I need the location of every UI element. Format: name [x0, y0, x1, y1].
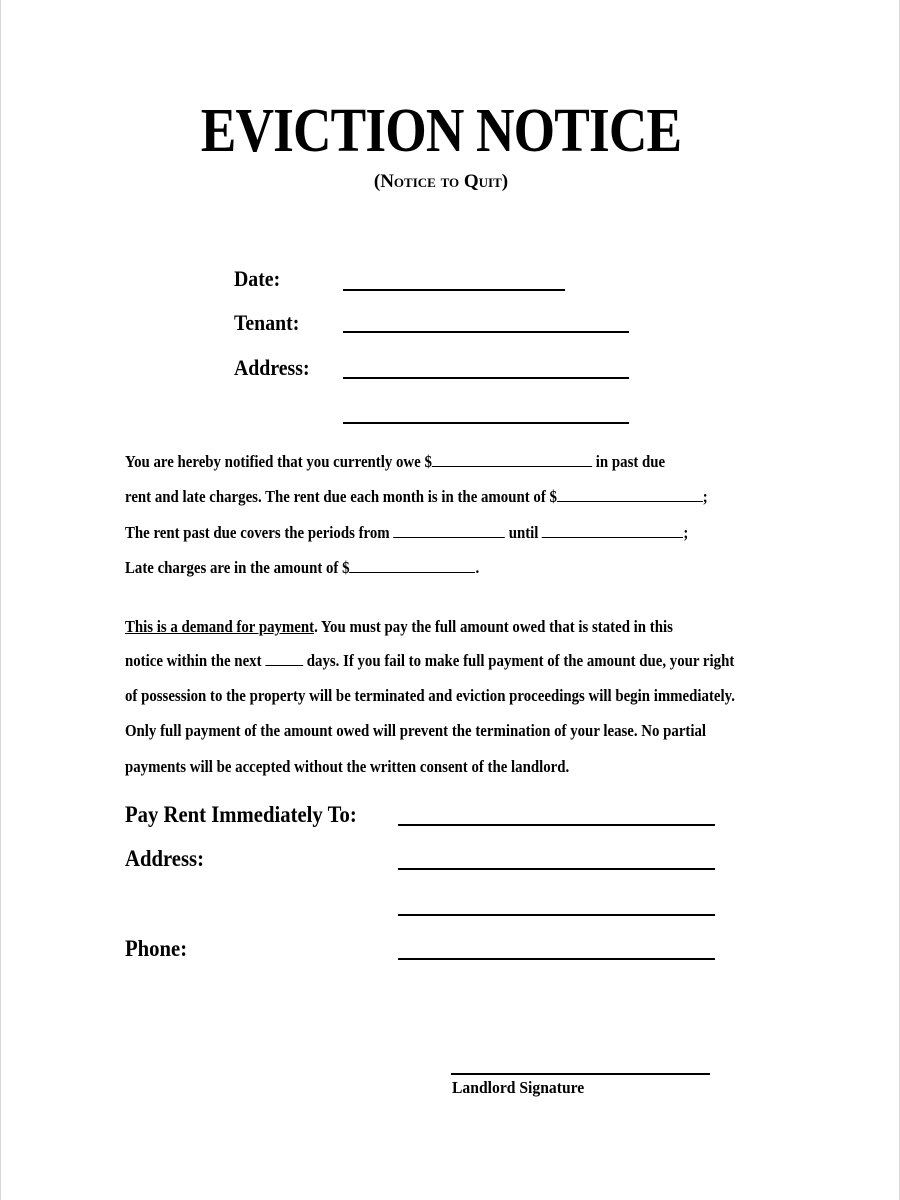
payment-address-label: Address:	[125, 846, 204, 871]
late-charges-period: .	[475, 558, 480, 577]
document-title: EVICTION NOTICE	[200, 97, 682, 165]
within-next-text: notice within the next	[125, 651, 262, 670]
tenant-blank-line[interactable]	[343, 331, 629, 333]
signature-blank-line[interactable]	[451, 1073, 710, 1075]
payment-address-blank-line-1[interactable]	[398, 868, 715, 870]
payment-address-blank-line-2[interactable]	[398, 914, 715, 916]
period-until-blank[interactable]	[542, 523, 683, 538]
possession-line: of possession to the property will be terminated and eviction proceedings will begin immediately.	[125, 686, 735, 705]
past-due-text: in past due	[595, 452, 666, 471]
consent-line: payments will be accepted without the written consent of the landlord.	[125, 757, 570, 776]
pay-rent-to-label: Pay Rent Immediately To:	[125, 802, 357, 827]
address-label: Address:	[234, 355, 310, 380]
address-blank-line-1[interactable]	[343, 377, 629, 379]
demand-line	[125, 617, 673, 637]
full-payment-line: Only full payment of the amount owed will prevent the termination of your lease. No partial	[125, 721, 707, 740]
days-line	[125, 651, 734, 671]
monthly-rent-blank[interactable]	[557, 487, 703, 502]
date-label: Date:	[234, 266, 281, 291]
late-charges-blank[interactable]	[350, 558, 476, 573]
period-from-blank[interactable]	[393, 523, 505, 538]
owed-amount-blank[interactable]	[432, 452, 592, 467]
period-from-text: The rent past due covers the periods from	[125, 523, 390, 542]
document-subtitle: (Notice to Quit)	[373, 171, 509, 192]
period-line	[125, 523, 688, 543]
days-rest-text: days. If you fail to make full payment of the amount due, your right	[306, 651, 735, 670]
monthly-rent-line	[125, 487, 708, 507]
owed-amount-line	[125, 452, 665, 472]
late-charges-line	[125, 558, 479, 578]
late-charges-text: Late charges are in the amount of $	[125, 558, 350, 577]
tenant-label: Tenant:	[234, 310, 300, 335]
days-blank[interactable]	[265, 651, 303, 666]
owed-amount-text: You are hereby notified that you currently owe $	[125, 452, 432, 471]
phone-blank-line[interactable]	[398, 958, 715, 960]
monthly-rent-text: rent and late charges. The rent due each month is in the amount of $	[125, 487, 557, 506]
period-semicolon: ;	[683, 523, 689, 542]
address-blank-line-2[interactable]	[343, 422, 629, 424]
landlord-signature-label: Landlord Signature	[452, 1078, 585, 1097]
demand-for-payment-text: This is a demand for payment	[125, 617, 315, 636]
phone-label: Phone:	[125, 936, 188, 961]
pay-rent-to-blank-line[interactable]	[398, 824, 715, 826]
period-until-text: until	[508, 523, 539, 542]
monthly-rent-semicolon: ;	[702, 487, 708, 506]
date-blank-line[interactable]	[343, 289, 565, 291]
demand-rest-text: . You must pay the full amount owed that is stated in this	[314, 617, 673, 636]
